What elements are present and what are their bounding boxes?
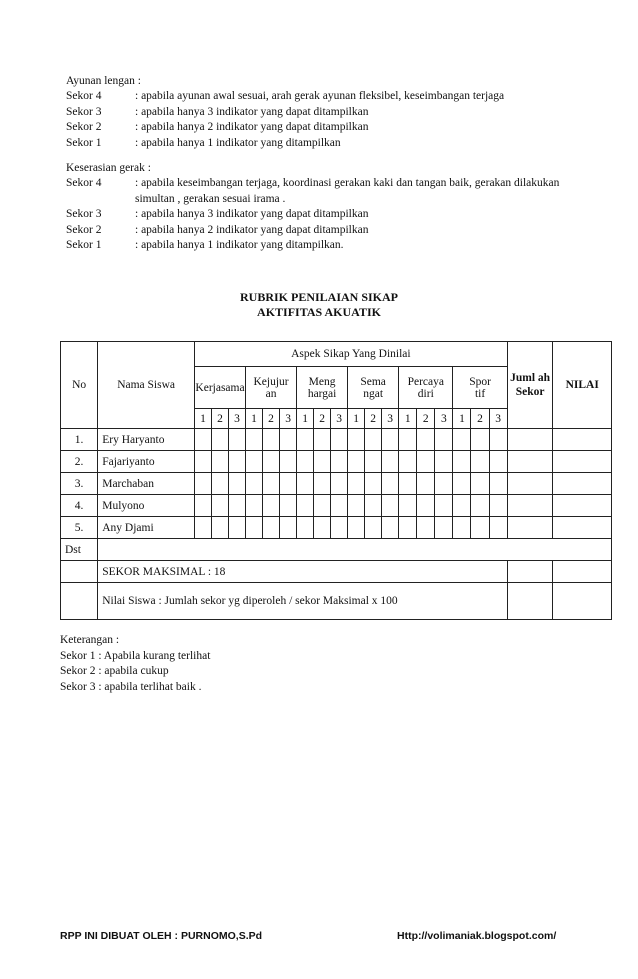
score-cell [280,451,297,473]
score-cell [417,473,435,495]
score-cell [489,451,507,473]
score-cell [382,517,399,539]
score-label: 3 [435,409,453,429]
score-label: 3 [382,409,399,429]
score-label: 1 [246,409,263,429]
score-label: 1 [348,409,365,429]
score-cell [365,495,382,517]
dst-cell: Dst [61,539,98,561]
score-cell [453,429,471,451]
score-cell [382,495,399,517]
score-cell [489,473,507,495]
score-cell [229,517,246,539]
score-cell [471,517,489,539]
student-row [61,429,612,451]
score-cell [471,495,489,517]
score-cell [314,429,331,451]
score-cell [246,451,263,473]
score-cell [382,451,399,473]
student-row [61,495,612,517]
score-cell [399,429,417,451]
score-label: 2 [365,409,382,429]
score-cell [348,451,365,473]
student-name: Mulyono [98,495,195,517]
score-cell [229,495,246,517]
keterangan-item: Sekor 3 : apabila terlihat baik . [60,680,202,693]
score-cell [331,429,348,451]
score-cell [263,429,280,451]
student-name: Marchaban [98,473,195,495]
student-no: 3. [61,473,98,495]
rubric-title: RUBRIK PENILAIAN SIKAP [239,290,399,304]
score-cell [246,517,263,539]
no-header: No [61,342,98,429]
student-name: Any Djami [98,517,195,539]
score-cell [263,495,280,517]
score-cell [507,473,553,495]
score-cell [471,473,489,495]
criteria-row: simultan , gerakan sesuai irama . [135,192,286,205]
score-cell [194,495,211,517]
keterangan-title: Keterangan : [60,634,120,646]
nilai-siswa-formula: Nilai Siswa : Jumlah sekor yg diperoleh / sekor Maksimal x 100 [98,583,508,620]
ayunan-criteria [66,73,606,151]
score-cell [435,473,453,495]
rubric-table [60,341,612,620]
sekor-maksimal: SEKOR MAKSIMAL : 18 [98,561,508,583]
score-label: 1 [453,409,471,429]
score-cell [553,473,612,495]
score-cell [263,517,280,539]
score-cell [453,451,471,473]
score-cell [507,451,553,473]
score-cell [507,517,553,539]
footer-author: RPP INI DIBUAT OLEH : PURNOMO,S.Pd [60,930,263,942]
criteria-row: Sekor 1 : apabila hanya 1 indikator yang ditampilkan. [66,239,344,251]
criteria-row: Sekor 1 : apabila hanya 1 indikator yang ditampilkan [66,136,341,149]
criteria-row: Sekor 4 : apabila ayunan awal sesuai, arah gerak ayunan fleksibel, keseimbangan terjaga [66,90,505,102]
score-cell [553,495,612,517]
score-cell [331,451,348,473]
score-cell [348,495,365,517]
criteria-row: Sekor 4 : apabila keseimbangan terjaga, koordinasi gerakan kaki dan tangan baik, gerakan dilakukan [66,177,560,189]
criteria-row: Sekor 2 : apabila hanya 2 indikator yang dapat ditampilkan [66,223,369,236]
score-cell [348,473,365,495]
rubric-subtitle: AKTIFITAS AKUATIK [257,305,381,319]
score-cell [246,495,263,517]
aspect-header: Sema ngat [348,367,399,409]
aspect-header: Percaya diri [399,367,453,409]
score-cell [297,451,314,473]
score-label: 2 [314,409,331,429]
score-cell [263,473,280,495]
score-cell [365,473,382,495]
score-cell [280,429,297,451]
aspect-header: Meng hargai [297,367,348,409]
score-label: 3 [280,409,297,429]
score-cell [212,495,229,517]
aspect-header: Kejujur an [246,367,297,409]
score-cell [246,473,263,495]
score-cell [365,451,382,473]
score-cell [435,495,453,517]
student-no: 4. [61,495,98,517]
score-label: 1 [399,409,417,429]
score-label: 3 [331,409,348,429]
score-cell [399,473,417,495]
score-label: 3 [229,409,246,429]
score-cell [435,451,453,473]
score-cell [489,495,507,517]
score-label: 2 [417,409,435,429]
score-cell [553,429,612,451]
score-label: 2 [212,409,229,429]
header-row [61,342,612,367]
score-cell [507,495,553,517]
dst-row [61,539,612,561]
nama-header: Nama Siswa [98,342,195,429]
score-cell [212,451,229,473]
student-name: Ery Haryanto [98,429,195,451]
score-cell [399,495,417,517]
student-no: 5. [61,517,98,539]
score-cell [314,451,331,473]
score-cell [553,451,612,473]
score-cell [453,517,471,539]
score-cell [280,517,297,539]
score-cell [314,517,331,539]
score-cell [280,495,297,517]
score-label: 1 [297,409,314,429]
keserasian-title: Keserasian gerak : [66,162,151,174]
score-cell [417,495,435,517]
score-cell [435,429,453,451]
score-cell [365,429,382,451]
student-no: 2. [61,451,98,473]
student-no: 1. [61,429,98,451]
score-label: 1 [194,409,211,429]
score-cell [417,517,435,539]
score-cell [435,517,453,539]
keterangan-item: Sekor 2 : apabila cukup [60,665,169,677]
student-name: Fajariyanto [98,451,195,473]
score-cell [297,517,314,539]
criteria-row: Sekor 2 : apabila hanya 2 indikator yang dapat ditampilkan [66,121,369,133]
score-cell [553,517,612,539]
score-cell [297,429,314,451]
keserasian-criteria [66,160,606,254]
score-cell [229,473,246,495]
score-cell [399,451,417,473]
score-label: 3 [489,409,507,429]
score-cell [212,473,229,495]
score-cell [331,495,348,517]
score-cell [194,429,211,451]
aspect-header: Spor tif [453,367,507,409]
score-cell [507,429,553,451]
criteria-row: Sekor 3 : apabila hanya 3 indikator yang dapat ditampilkan [66,208,369,220]
score-cell [194,473,211,495]
keterangan-item: Sekor 1 : Apabila kurang terlihat [60,649,211,662]
score-cell [382,473,399,495]
score-cell [489,517,507,539]
ayunan-title: Ayunan lengan : [66,75,141,87]
score-cell [348,429,365,451]
score-cell [280,473,297,495]
score-cell [194,517,211,539]
score-cell [263,451,280,473]
criteria-row: Sekor 3 : apabila hanya 3 indikator yang dapat ditampilkan [66,105,369,118]
score-label: 2 [471,409,489,429]
student-row [61,451,612,473]
score-cell [331,517,348,539]
score-cell [348,517,365,539]
score-cell [489,429,507,451]
score-cell [194,451,211,473]
aspect-header: Kerjasama [194,367,245,409]
score-cell [212,429,229,451]
score-cell [297,495,314,517]
nilai-header: NILAI [553,342,612,429]
score-cell [399,517,417,539]
aspek-header: Aspek Sikap Yang Dinilai [194,342,507,367]
score-cell [471,451,489,473]
score-cell [453,495,471,517]
score-cell [229,451,246,473]
footer-url: Http://volimaniak.blogspot.com/ [397,930,557,942]
sekor-maks-row [61,561,612,583]
keterangan [60,633,210,695]
score-cell [229,429,246,451]
score-cell [382,429,399,451]
jumlah-header: Juml ah Sekor [507,342,553,429]
score-cell [453,473,471,495]
score-cell [471,429,489,451]
score-cell [297,473,314,495]
score-cell [314,473,331,495]
score-cell [417,429,435,451]
score-cell [246,429,263,451]
score-cell [417,451,435,473]
student-row [61,517,612,539]
score-cell [212,517,229,539]
nilai-siswa-row [61,583,612,620]
score-cell [365,517,382,539]
score-cell [314,495,331,517]
score-cell [331,473,348,495]
student-row [61,473,612,495]
score-label: 2 [263,409,280,429]
